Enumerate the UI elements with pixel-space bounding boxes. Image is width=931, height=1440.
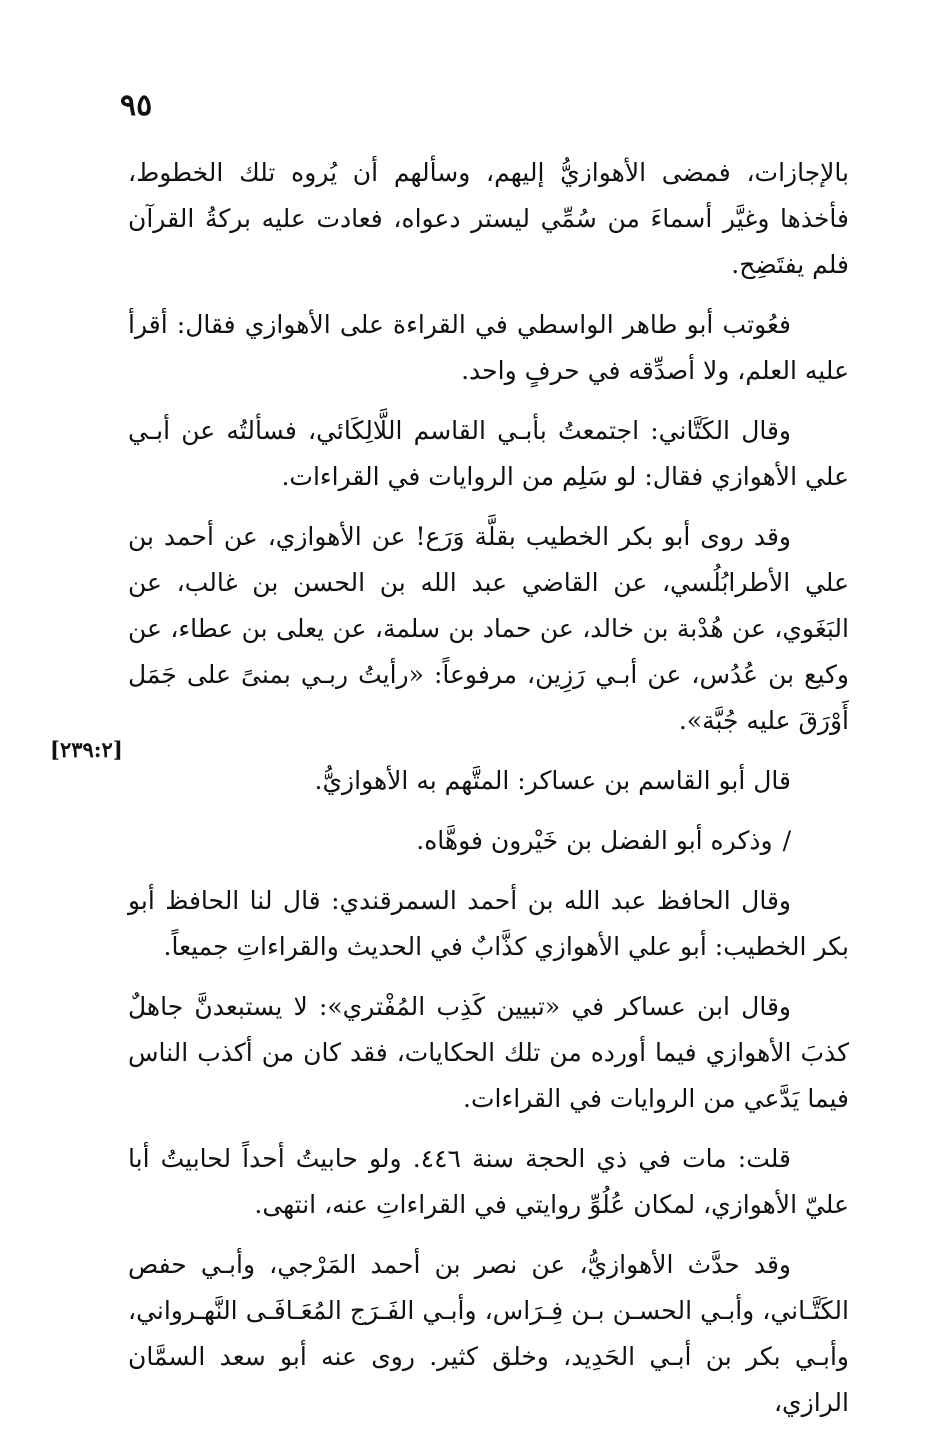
paragraph-5: قال أبو القاسم بن عساكر: المتَّهم به الأهوازيُّ. [314,766,791,795]
page-number: ٩٥ [120,88,153,123]
paragraph-2: فعُوتب أبو طاهر الواسطي في القراءة على الأهوازي فقال: أقرأ عليه العلم، ولا أصدِّقه في حرفٍ واحد. [128,310,849,385]
paragraph-6-text: وذكره أبو الفضل بن خَيْرون فوهَّاه. [416,826,773,855]
paragraph-4: وقد روى أبو بكر الخطيب بقلَّة وَرَع! عن الأهوازي، عن أحمد بن علي الأطرابُلُسي، عن القاضي عبد الله بن الحسن بن غالب، عن البَغَوي، عن هُدْبة بن خالد، عن حماد بن سلمة، عن يعلى بن عطاء، عن وكيع بن عُدُس، عن أبـي رَزِين، مرفوعاً: «رأيتُ ربـي بمنىً على جَمَل أَوْرَقَ عليه جُبَّة». [128,522,849,735]
margin-reference: [٢٣٩:٢] [50,737,123,762]
paragraph-7: وقال الحافظ عبد الله بن أحمد السمرقندي: قال لنا الحافظ أبو بكر الخطيب: أبو علي الأهوازي كذَّابٌ في الحديث والقراءاتِ جميعاً. [128,886,849,961]
paragraph-10: وقد حدَّث الأهوازيُّ، عن نصر بن أحمد المَرْجي، وأبـي حفص الكَتَّـاني، وأبـي الحسـن بـن فِـرَاس، وأبـي الفَـرَج المُعَـافَـى النَّهـرواني، وأبـي بكر بن أبـي الحَدِيد، وخلق كثير. روى عنه أبو سعد السمَّان الرازي، [128,1250,849,1417]
paragraph-6 [128,818,849,864]
paragraph-1: بالإجازات، فمضى الأهوازيُّ إليهم، وسألهم أن يُروه تلك الخطوط، فأخذها وغيَّر أسماءَ من سُمِّي ليستر دعواه، فعادت عليه بركةُ القرآن فلم يفتَضِح. [128,158,849,279]
paragraph-8: وقال ابن عساكر في «تبيين كَذِب المُفْتري»: لا يستبعدنَّ جاهلٌ كذبَ الأهوازي فيما أورده من تلك الحكايات، فقد كان من أكذب الناس فيما يَدَّعي من الروايات في القراءات. [128,992,849,1113]
paragraph-3: وقال الكَتَّاني: اجتمعتُ بأبـي القاسم اللَّالِكَائي، فسألتُه عن أبـي علي الأهوازي فقال: لو سَلِم من الروايات في القراءات. [128,416,849,491]
page-break-slash: / [782,826,791,855]
paragraph-9: قلت: مات في ذي الحجة سنة ٤٤٦. ولو حابيتُ أحداً لحابيتُ أبا عليّ الأهوازي، لمكان عُلُوِّ روايتي في القراءاتِ عنه، انتهى. [128,1144,849,1219]
page-body [128,150,849,1440]
